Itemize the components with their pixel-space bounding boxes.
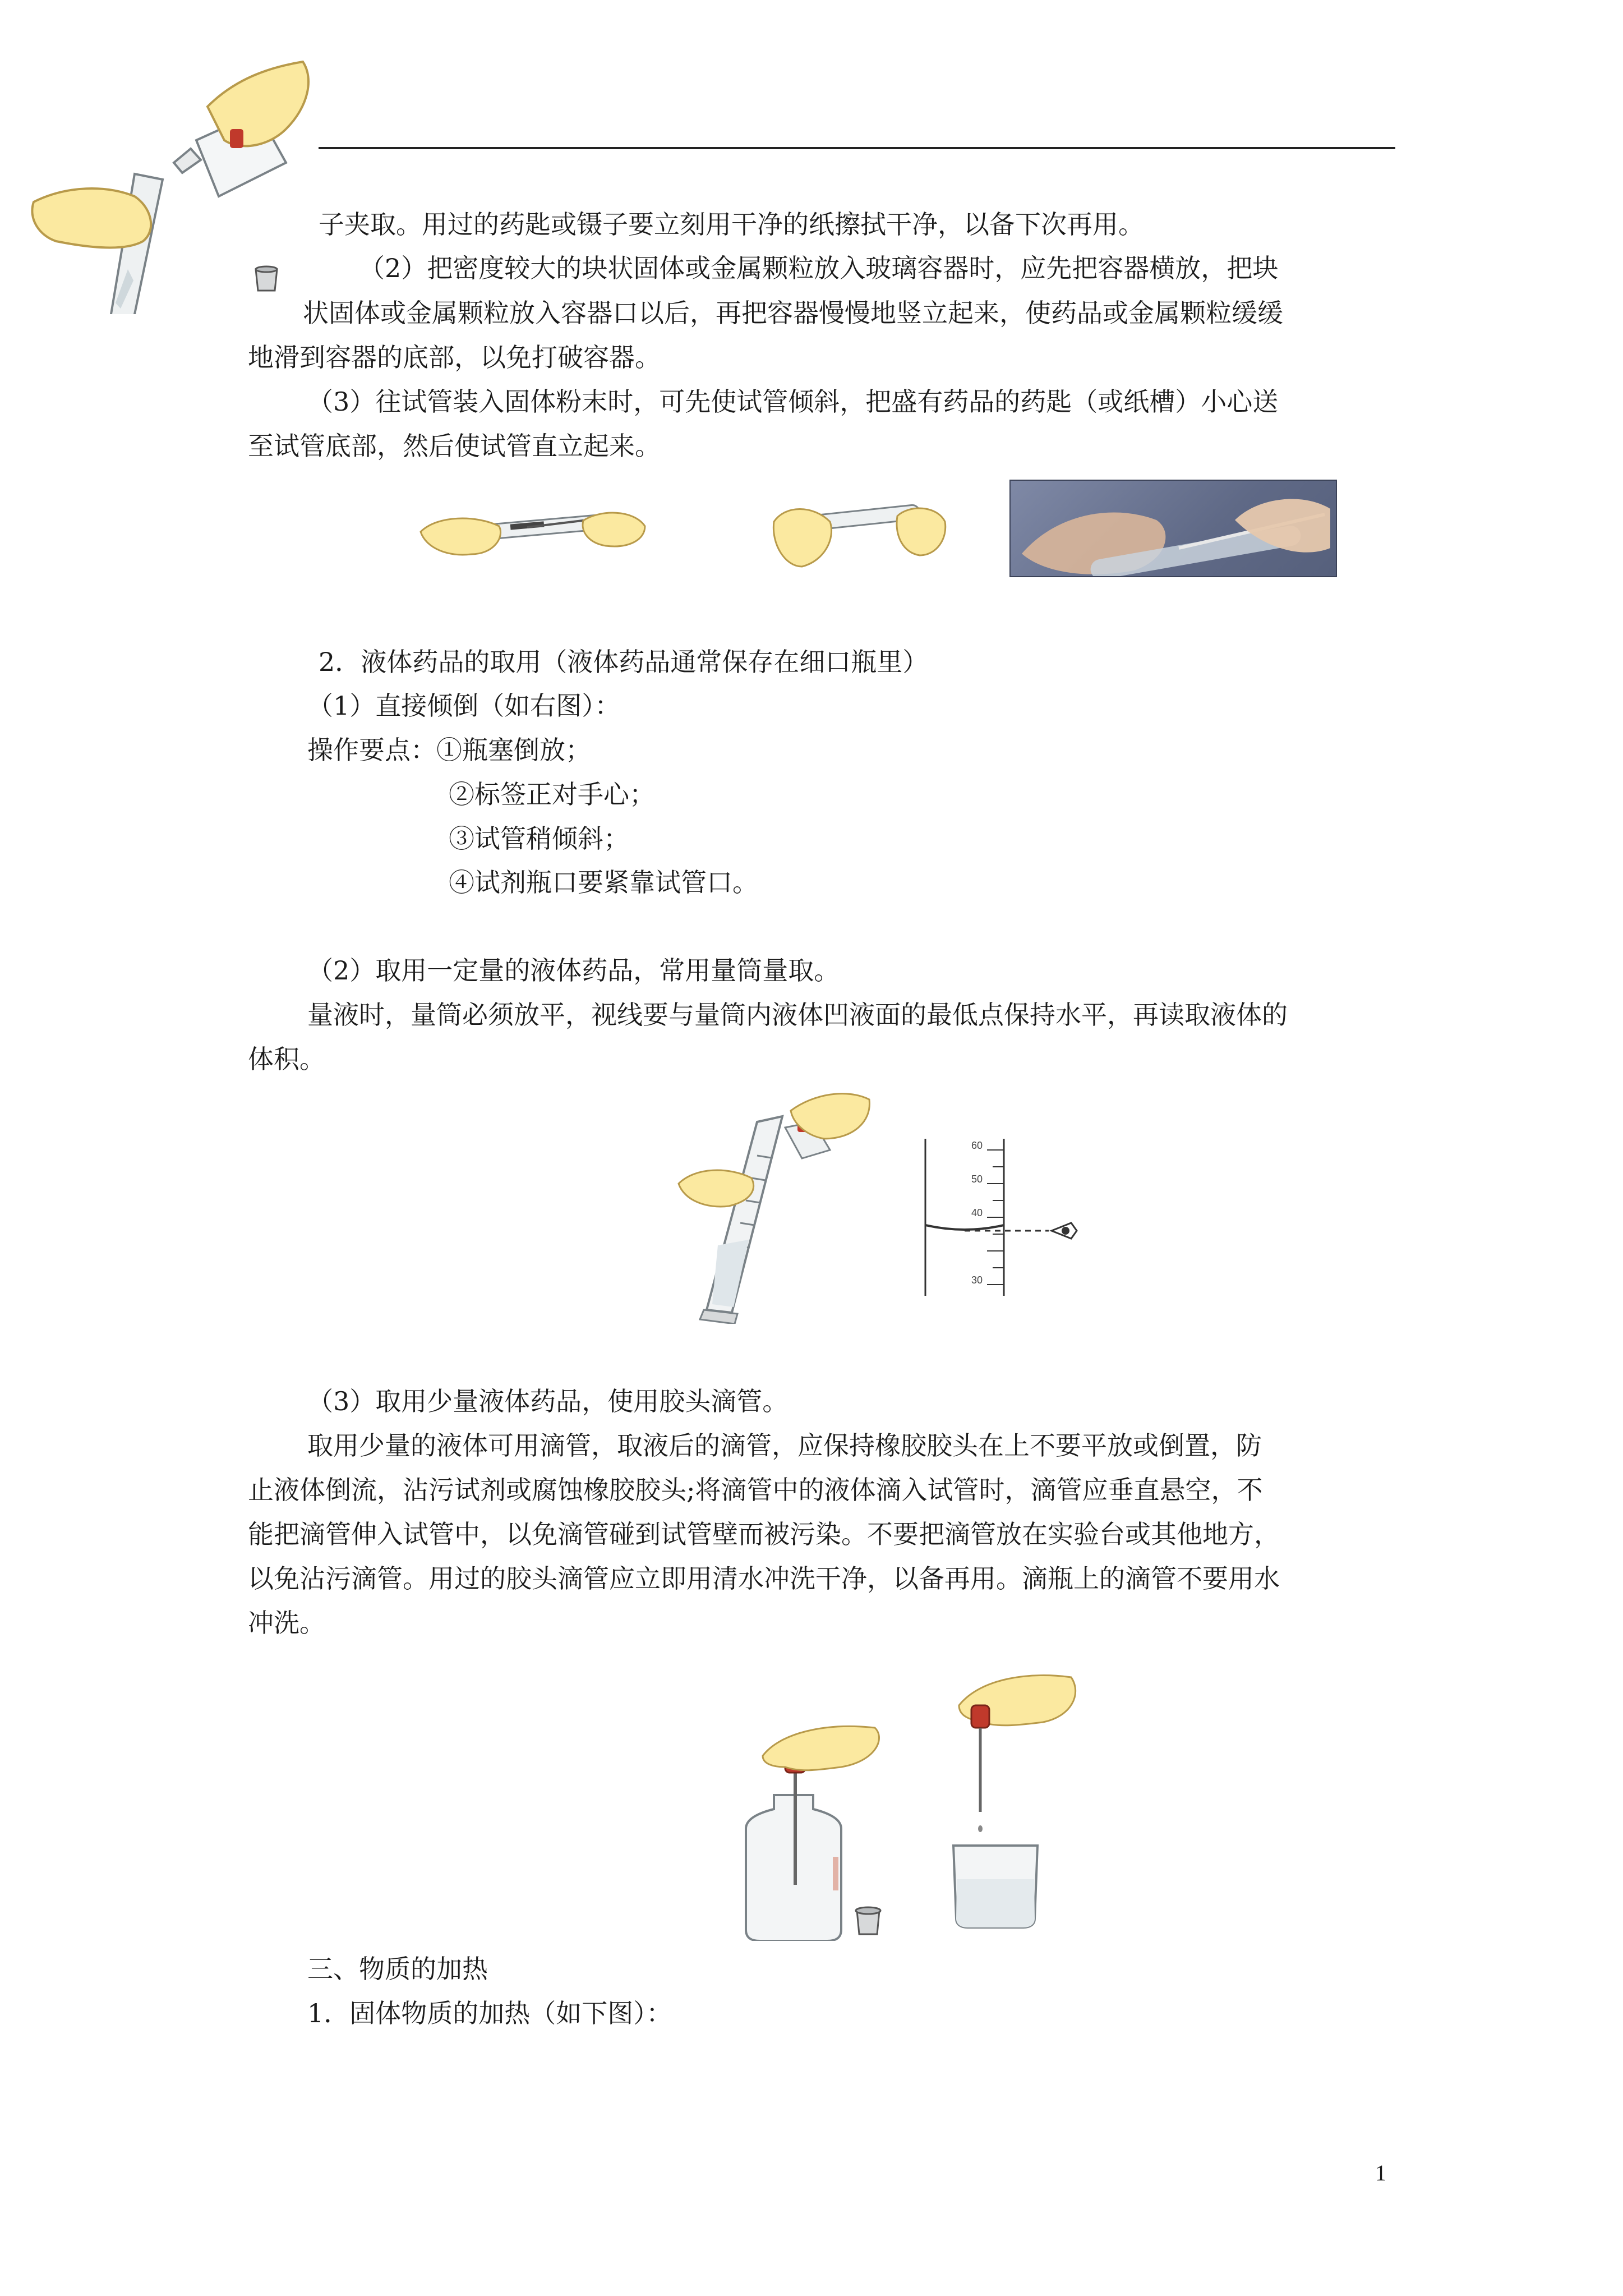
text-line-6: 至试管底部，然后使试管直立起来。	[248, 431, 661, 461]
text-line-4: 地滑到容器的底部，以免打破容器。	[248, 342, 661, 372]
text-line-3: 状固体或金属颗粒放入容器口以后，再把容器慢慢地竖立起来，使药品或金属颗粒缓缓	[303, 298, 1283, 328]
page-number: 1	[1375, 2160, 1386, 2185]
text-line-16: （3）取用少量液体药品，使用胶头滴管。	[307, 1386, 789, 1416]
scale-label-60: 60	[971, 1140, 983, 1151]
text-line-13: （2）取用一定量的液体药品，常用量筒量取。	[307, 955, 840, 986]
text-line-18: 止液体倒流，沾污试剂或腐蚀橡胶胶头;将滴管中的液体滴入试管时，滴管应垂直悬空，不	[248, 1475, 1263, 1505]
dropper-over-beaker-figure	[948, 1666, 1094, 1930]
text-line-11: ③试管稍倾斜；	[449, 823, 629, 854]
header-rule	[319, 147, 1395, 149]
text-line-17: 取用少量的液体可用滴管，取液后的滴管，应保持橡胶胶头在上不要平放或倒置，防	[307, 1430, 1262, 1461]
section-heating-title: 三、物质的加热	[307, 1954, 488, 1984]
text-line-12: ④试剂瓶口要紧靠试管口。	[449, 867, 758, 898]
text-line-20: 以免沾污滴管。用过的胶头滴管应立即用清水冲洗干净，以备再用。滴瓶上的滴管不要用水	[248, 1563, 1280, 1594]
powder-into-tube-photo	[1009, 480, 1337, 577]
text-line-1: 子夹取。用过的药匙或镊子要立刻用干净的纸擦拭干净，以备下次再用。	[319, 209, 1144, 240]
pouring-liquid-figure	[22, 45, 336, 314]
scale-label-50: 50	[971, 1174, 983, 1185]
scale-label-40: 40	[971, 1207, 983, 1218]
photo-content	[1011, 481, 1336, 576]
pouring-into-cylinder-figure	[673, 1088, 875, 1324]
meniscus-reading-figure	[909, 1133, 1088, 1301]
text-line-10: ②标签正对手心；	[449, 779, 655, 809]
text-line-23: 1．固体物质的加热（如下图）：	[307, 1998, 672, 2028]
text-line-19: 能把滴管伸入试管中，以免滴管碰到试管壁而被污染。不要把滴管放在实验台或其他地方，	[248, 1519, 1280, 1549]
section-liquid-title: 2．液体药品的取用（液体药品通常保存在细口瓶里）	[319, 647, 929, 677]
tilted-test-tube-figure	[768, 482, 948, 572]
scale-label-30: 30	[971, 1274, 983, 1286]
text-line-5: （3）往试管装入固体粉末时，可先使试管倾斜，把盛有药品的药匙（或纸槽）小心送	[307, 386, 1279, 417]
spoon-into-test-tube-figure	[415, 493, 651, 565]
text-line-9: 操作要点：①瓶塞倒放；	[307, 735, 591, 765]
text-line-2: （2）把密度较大的块状固体或金属颗粒放入玻璃容器时，应先把容器横放，把块	[359, 253, 1279, 283]
dropper-bottle-figure	[729, 1717, 909, 1941]
text-line-8: （1）直接倾倒（如右图）：	[307, 691, 621, 721]
stopper-icon	[252, 265, 280, 294]
text-line-15: 体积。	[248, 1044, 325, 1074]
text-line-14: 量液时，量筒必须放平，视线要与量筒内液体凹液面的最低点保持水平，再读取液体的	[307, 1000, 1288, 1030]
text-line-21: 冲洗。	[248, 1608, 325, 1638]
